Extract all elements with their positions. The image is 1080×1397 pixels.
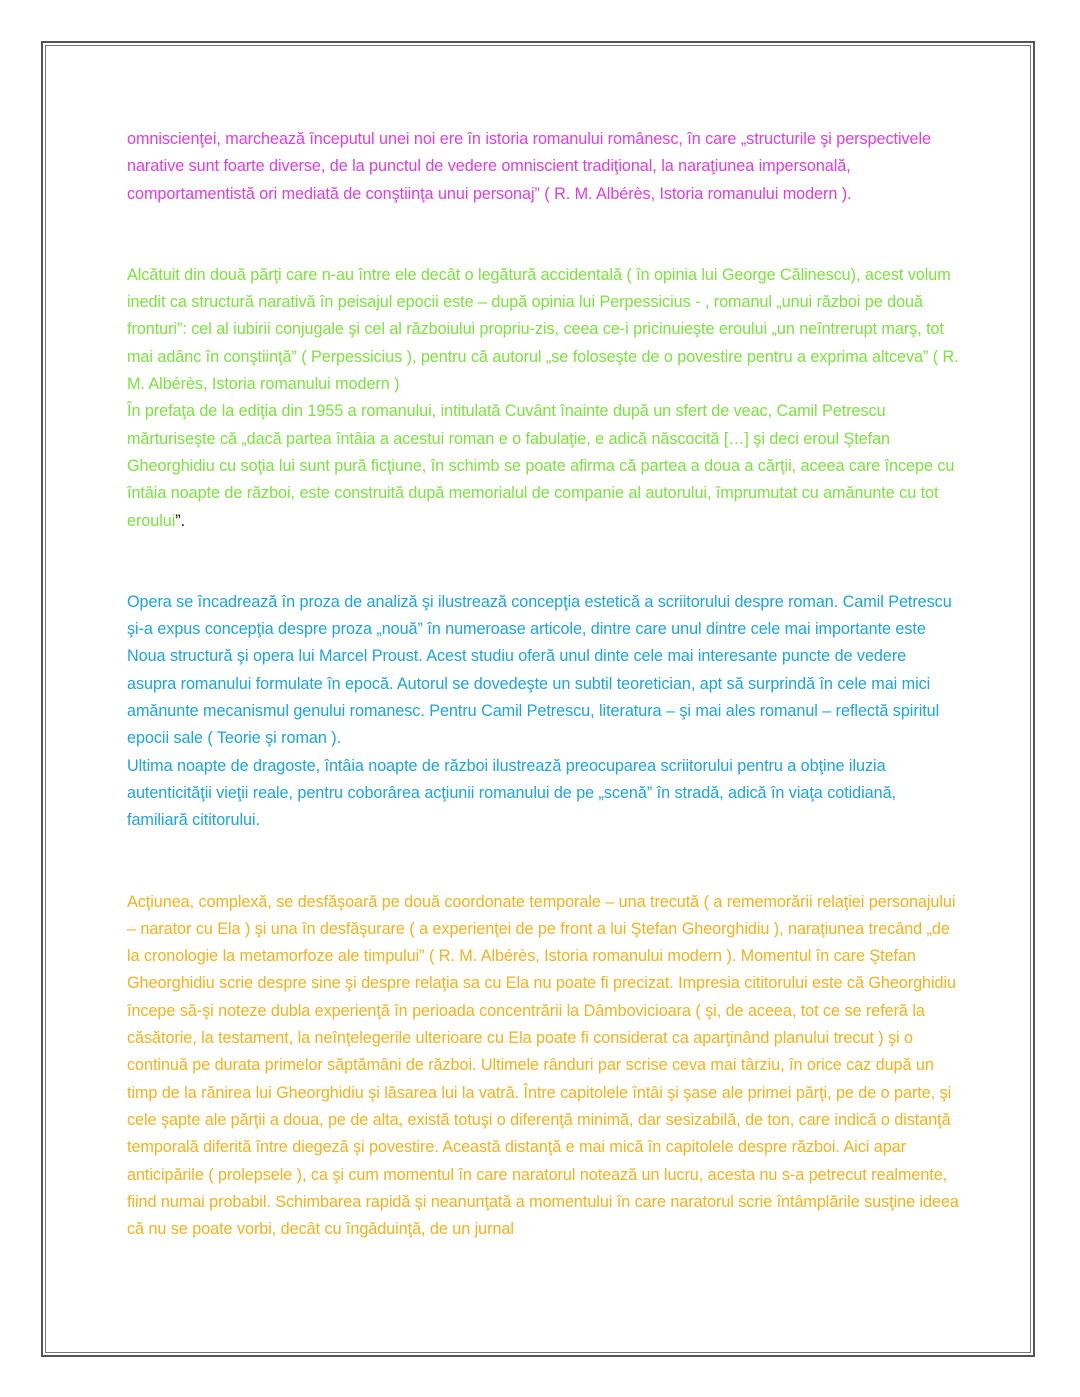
paragraph-analysis: Opera se încadrează în proza de analiză şi ilustrează concepţia estetică a scriitorului despre roman. Camil Petrescu şi-a expus concepţia despre proza „nouă” în numeroase articole, dintre care unul dintre cele mai importante este Noua structură şi opera lui Marcel Proust. Acest studiu oferă unul dinte cele mai interesante puncte de vedere asupra romanului formulate în epocă. Autorul se dovedeşte un subtil teoretician, apt să surprindă în cele mai mici amănunte mecanismul genului romanesc. Pentru Camil Petrescu, literatura – şi mai ales romanul – reflectă spiritul epocii sale ( Teorie şi roman ). [127, 592, 952, 748]
paragraph-gap [127, 208, 959, 262]
preface-end-quote: ”. [175, 511, 186, 530]
paragraph-action: Acţiunea, complexă, se desfăşoară pe două coordonate temporale – una trecută ( a rememorării relaţiei personajului – narator cu Ela ) şi una în desfăşurare ( a experienţei de pe front a lui Ştefan Gheorghidiu ), naraţiunea trecând „de la cronologie la metamorfoze ale timpului” ( R. M. Albérès, Istoria romanului modern ). Momentul în care Ştefan Gheorghidiu scrie despre sine şi despre relaţia sa cu Ela nu poate fi precizat. Impresia cititorului este că Gheorghidiu începe să-şi noteze dubla experienţă în perioada concentrării la Dâmbovicioara ( şi, de aceea, tot ce se referă la căsătorie, la testament, la neînţelegerile ulterioare cu Ela poate fi considerat ca aparţinând planului trecut ) şi o continuă pe durata primelor săptămâni de război. Ultimele rânduri par scrise ceva mai târziu, în orice caz după un timp de la rănirea lui Gheorghidiu şi lăsarea lui la vatră. Între capitolele întâi şi şase ale primei părţi, pe de o parte, şi cele şapte ale părţii a doua, pe de alta, există totuşi o diferenţă minimă, dar sesizabilă, de ton, care indică o distanţă temporală diferită între diegeză şi povestire. Această distanţă e mai mică în capitolele despre război. Aici apar anticipările ( prolepsele ), ca şi cum momentul în care naratorul notează un lucru, acesta nu s-a petrecut realmente, fiind numai probabil. Schimbarea rapidă şi neanunţată a momentului în care naratorul scrie întâmplările susţine ideea că nu se poate vorbi, decât cu îngăduinţă, de un jurnal [127, 892, 959, 1239]
preface-text: În prefaţa de la ediţia din 1955 a romanului, intitulată Cuvânt înainte după un sfert de veac, Camil Petrescu mărturiseşte că „dacă partea întâia a acestui roman e o fabulaţie, e adică născocită […] şi deci eroul Ştefan Gheorghidiu cu soţia lui sunt pură ficţiune, în schimb se poate afirma că partea a doua a cărţii, aceea care începe cu întâia noapte de război, este construită după memorialul de companie al autorului, împrumutat cu amănunte cu tot eroului [127, 402, 955, 530]
paragraph-authenticity: Ultima noapte de dragoste, întâia noapte de război ilustrează preocuparea scriitorului pentru a obţine iluzia autenticităţii vieţii reale, pentru coborârea acţiunii romanului de pe „scenă” în stradă, adică în viaţa cotidiană, familiară cititorului. [127, 756, 896, 830]
section-analysis [127, 589, 959, 835]
paragraph-preface [127, 398, 959, 534]
section-structure [127, 262, 959, 535]
paragraph-omniscience: omniscienţei, marchează începutul unei noi ere în istoria romanului românesc, în care „structurile şi perspectivele narative sunt foarte diverse, de la punctul de vedere omniscient tradiţional, la naraţiunea impersonală, comportamentistă ori mediată de conştiinţa unui personaj” ( R. M. Albérès, Istoria romanului modern ). [127, 130, 932, 203]
paragraph-structure: Alcătuit din două părţi care n-au între ele decât o legătură accidentală ( în opinia lui George Călinescu), acest volum inedit ca structură narativă în peisajul epocii este – după opinia lui Perpessicius - , romanul „unui război pe două fronturi”: cel al iubirii conjugale şi cel al războiului propriu-zis, ceea ce-i pricinuieşte eroului „un neîntrerupt marş, tot mai adânc în conştiinţă” ( Perpessicius ), pentru că autorul „se foloseşte de o povestire pentru a exprima altceva” ( R. M. Albérès, Istoria romanului modern ) [127, 265, 959, 394]
document-body [127, 126, 959, 1243]
paragraph-gap [127, 535, 959, 589]
paragraph-gap [127, 835, 959, 889]
